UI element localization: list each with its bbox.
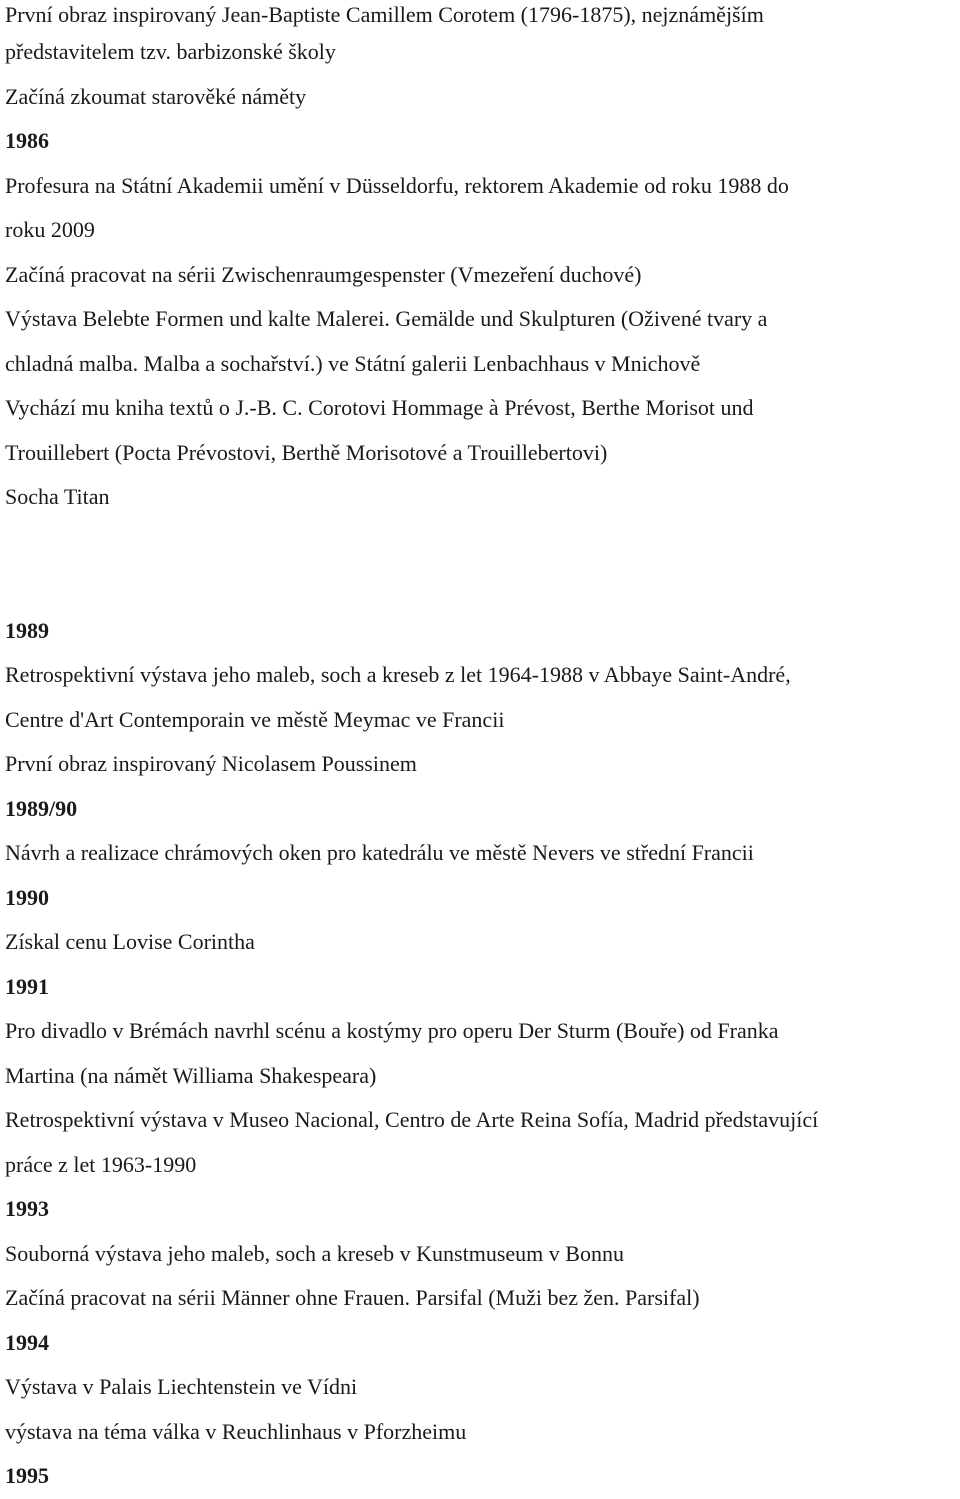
text-line: Vychází mu kniha textů o J.-B. C. Corotovi Hommage à Prévost, Berthe Morisot und (5, 395, 754, 420)
text-line: práce z let 1963-1990 (5, 1151, 197, 1177)
text-line: Začíná zkoumat starověké náměty (5, 83, 307, 109)
blank-space (5, 520, 960, 609)
text-line: První obraz inspirovaný Jean-Baptiste Camillem Corotem (1796-1875), nejznámějším (5, 2, 764, 27)
year-heading: 1995 (5, 1463, 49, 1488)
year-heading: 1990 (5, 884, 49, 910)
text-line: Trouillebert (Pocta Prévostovi, Berthě Morisotové a Trouillebertovi) (5, 439, 608, 465)
text-line: chladná malba. Malba a sochařství.) ve Státní galerii Lenbachhaus v Mnichově (5, 350, 701, 376)
text-line: Výstava v Palais Liechtenstein ve Vídni (5, 1374, 358, 1399)
text-line: Začíná pracovat na sérii Zwischenraumgespenster (Vmezeření duchové) (5, 261, 642, 287)
text-line: Pro divadlo v Brémách navrhl scénu a kostýmy pro operu Der Sturm (Bouře) od Franka (5, 1018, 779, 1043)
text-line: Retrospektivní výstava v Museo Nacional, Centro de Arte Reina Sofía, Madrid představující (5, 1107, 819, 1132)
year-heading: 1989 (5, 617, 49, 643)
text-line: Profesura na Státní Akademii umění v Düsseldorfu, rektorem Akademie od roku 1988 do (5, 172, 789, 198)
year-heading: 1991 (5, 973, 49, 999)
text-line: Souborná výstava jeho maleb, soch a kreseb v Kunstmuseum v Bonnu (5, 1240, 624, 1266)
text-line: Získal cenu Lovise Corintha (5, 929, 255, 954)
text-line: Návrh a realizace chrámových oken pro katedrálu ve městě Nevers ve střední Francii (5, 840, 754, 865)
text-line: První obraz inspirovaný Nicolasem Poussinem (5, 751, 417, 776)
text-line: roku 2009 (5, 217, 95, 242)
document-page (5, 0, 960, 1499)
text-line: představitelem tzv. barbizonské školy (5, 39, 336, 64)
year-heading: 1986 (5, 128, 49, 153)
text-line: Výstava Belebte Formen und kalte Malerei. Gemälde und Skulpturen (Oživené tvary a (5, 306, 768, 331)
year-heading: 1994 (5, 1329, 49, 1355)
year-heading: 1993 (5, 1196, 49, 1221)
text-line: Martina (na námět Williama Shakespeara) (5, 1062, 377, 1088)
year-heading: 1989/90 (5, 795, 78, 821)
text-line: Začíná pracovat na sérii Männer ohne Frauen. Parsifal (Muži bez žen. Parsifal) (5, 1285, 700, 1310)
text-line: výstava na téma válka v Reuchlinhaus v Pforzheimu (5, 1418, 467, 1444)
text-line: Centre d'Art Contemporain ve městě Meymac ve Francii (5, 706, 505, 732)
text-line: Socha Titan (5, 484, 110, 509)
text-line: Retrospektivní výstava jeho maleb, soch a kreseb z let 1964-1988 v Abbaye Saint-André, (5, 662, 791, 687)
